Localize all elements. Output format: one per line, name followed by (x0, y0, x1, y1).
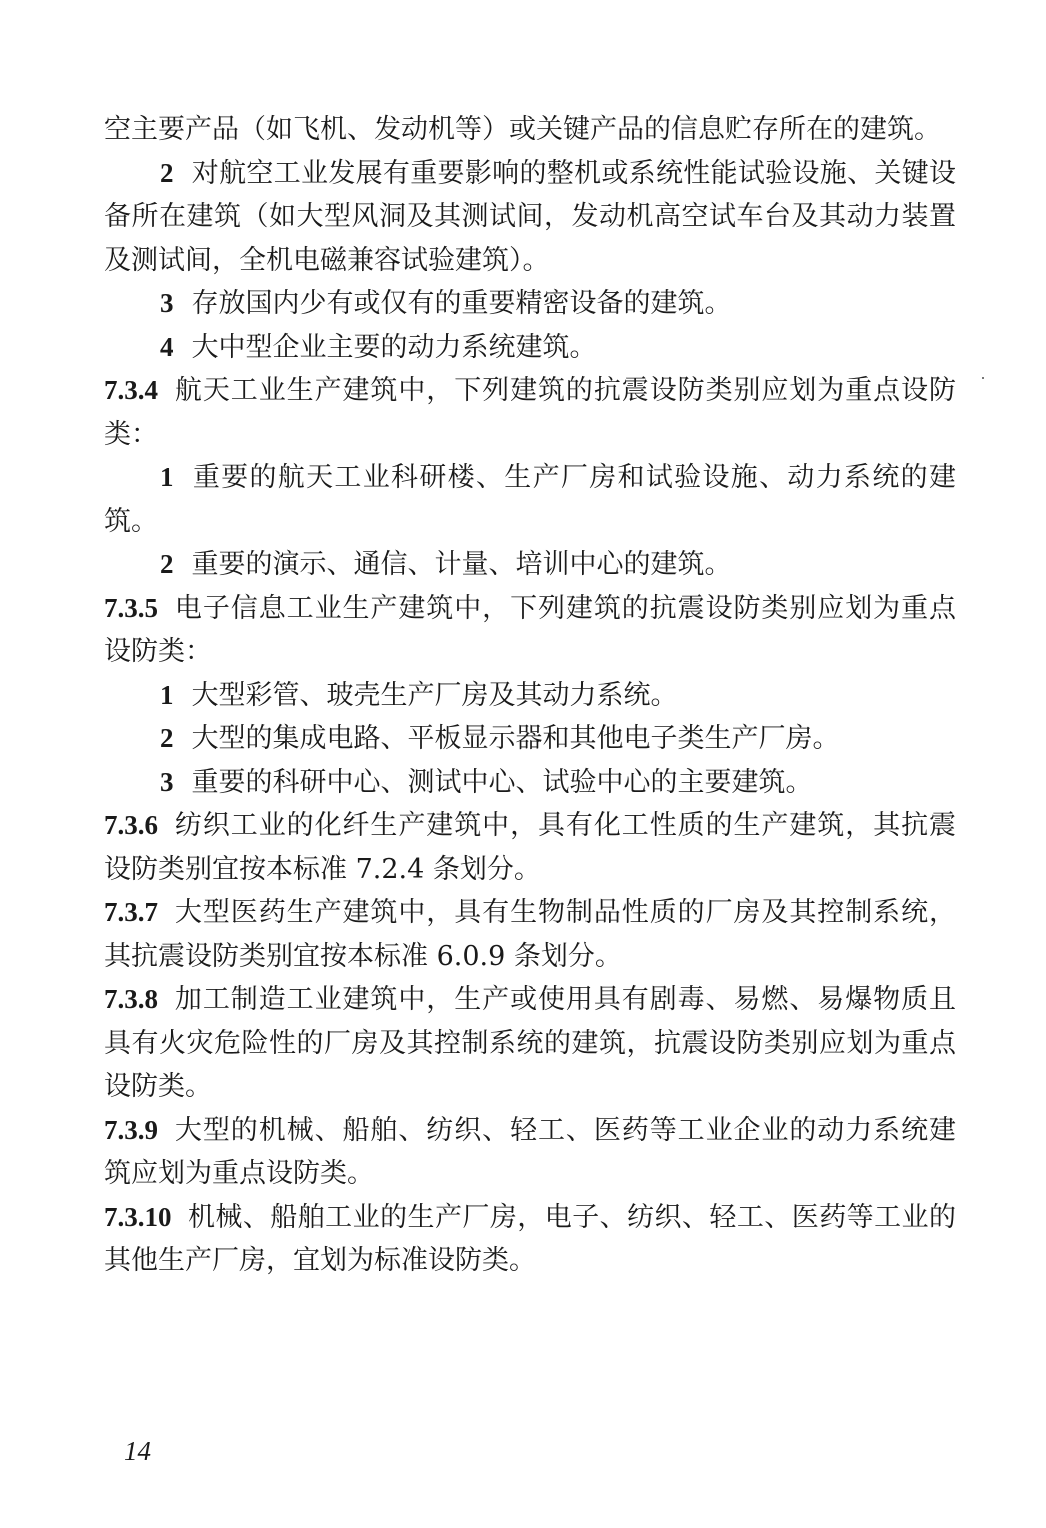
item-number: 4 (160, 331, 174, 362)
list-item: 2 重要的演示、通信、计量、培训中心的建筑。 (160, 549, 732, 580)
list-item: 1 大型彩管、玻壳生产厂房及其动力系统。 (160, 679, 678, 711)
clause-number: 7.3.5 (104, 592, 158, 623)
clause-7-3-10: 7.3.10 机械、船舶工业的生产厂房，电子、纺织、轻工、医药等工业的其他生产厂房，宜划为标准设防类。 (104, 1201, 956, 1276)
item-number: 3 (160, 288, 174, 318)
page-body (104, 108, 956, 1283)
list-item: 1 重要的航天工业科研楼、生产厂房和试验设施、动力系统的建筑。 (104, 462, 956, 537)
paragraph-continuation: 空主要产品（如飞机、发动机等）或关键产品的信息贮存所在的建筑。 (104, 114, 941, 145)
clause-number: 7.3.7 (104, 897, 158, 927)
clause-number: 7.3.6 (104, 810, 158, 840)
item-number: 1 (160, 462, 174, 492)
clause-number: 7.3.9 (104, 1114, 158, 1145)
clause-7-3-8: 7.3.8 加工制造工业建筑中，生产或使用具有剧毒、易燃、易爆物质且具有火灾危险性的厂房及其控制系统的建筑，抗震设防类别应划为重点设防类。 (104, 984, 956, 1102)
page-number: 14 (124, 1436, 151, 1466)
clause-number: 7.3.8 (104, 984, 158, 1014)
list-item: 4 大中型企业主要的动力系统建筑。 (160, 331, 597, 363)
clause-number: 7.3.4 (104, 375, 158, 405)
list-item: 3 存放国内少有或仅有的重要精密设备的建筑。 (160, 288, 732, 319)
item-number: 2 (160, 157, 174, 188)
clause-7-3-5: 7.3.5 电子信息工业生产建筑中，下列建筑的抗震设防类别应划为重点设防类： (104, 592, 956, 667)
list-item: 2 大型的集成电路、平板显示器和其他电子类生产厂房。 (160, 723, 840, 754)
list-item: 2 对航空工业发展有重要影响的整机或系统性能试验设施、关键设备所在建筑（如大型风洞及其测试间，发动机高空试车台及其动力装置及测试间，全机电磁兼容试验建筑）。 (104, 157, 956, 276)
clause-7-3-6: 7.3.6 纺织工业的化纤生产建筑中，具有化工性质的生产建筑，其抗震设防类别宜按本标准 7.2.4 条划分。 (104, 810, 956, 885)
item-number: 2 (160, 723, 174, 753)
clause-7-3-9: 7.3.9 大型的机械、船舶、纺织、轻工、医药等工业企业的动力系统建筑应划为重点设防类。 (104, 1114, 956, 1189)
item-number: 1 (160, 679, 174, 710)
clause-7-3-4: 7.3.4 航天工业生产建筑中，下列建筑的抗震设防类别应划为重点设防类： (104, 375, 956, 450)
list-item: 3 重要的科研中心、测试中心、试验中心的主要建筑。 (160, 766, 813, 798)
item-number: 2 (160, 549, 174, 579)
clause-7-3-7: 7.3.7 大型医药生产建筑中，具有生物制品性质的厂房及其控制系统，其抗震设防类别宜按本标准 6.0.9 条划分。 (104, 897, 956, 972)
scan-speck (982, 377, 984, 379)
clause-number: 7.3.10 (104, 1201, 172, 1232)
item-number: 3 (160, 766, 174, 797)
